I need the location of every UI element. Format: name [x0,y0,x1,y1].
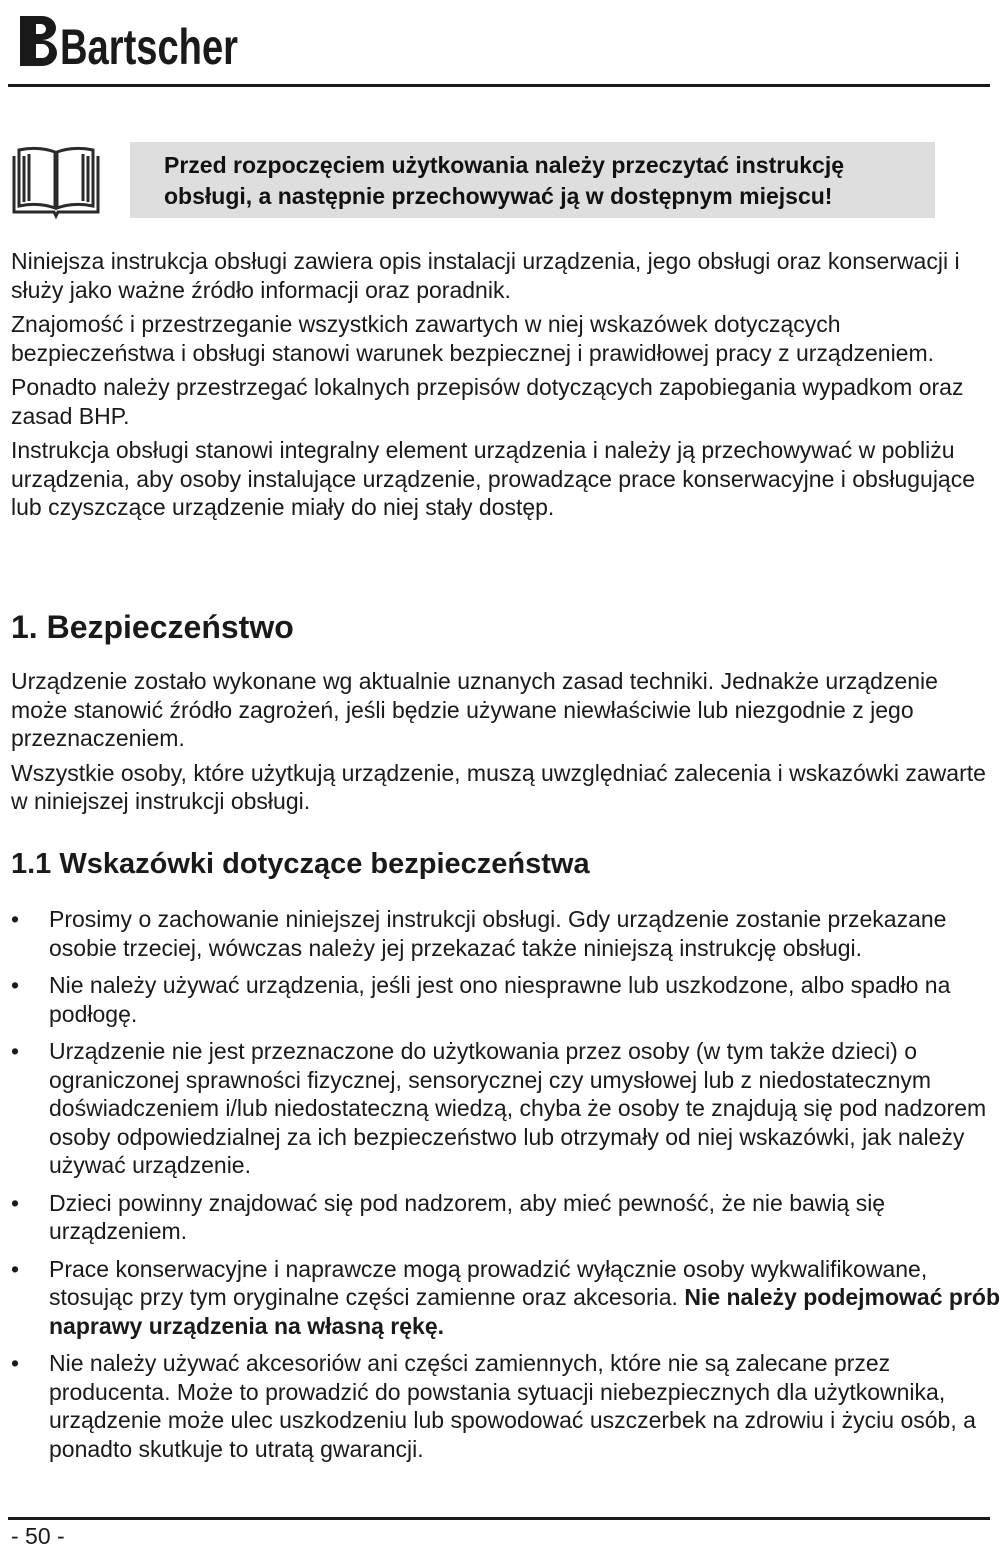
safety-bullet-list [11,905,1000,1472]
notice-line-1: Przed rozpoczęciem użytkowania należy przeczytać instrukcję [164,152,845,178]
bullet-marker: • [11,1350,20,1376]
list-item [11,971,1000,1028]
page-number: - 50 - [11,1523,65,1549]
list-item [11,1189,1000,1246]
section-1-paragraph: Wszystkie osoby, które użytkują urządzenie, muszą uwzględniać zalecenia i wskazówki zawarte w niniejszej instrukcji obsługi. [11,759,986,814]
intro-paragraph: Ponadto należy przestrzegać lokalnych przepisów dotyczących zapobiegania wypadkom oraz zasad BHP. [11,374,964,429]
list-item [11,905,1000,962]
notice-box [130,142,935,218]
notice-line-2: obsługi, a następnie przechowywać ją w dostępnym miejscu! [164,183,833,209]
list-item-text: Prosimy o zachowanie niniejszej instrukcji obsługi. Gdy urządzenie zostanie przekazane osobie trzeciej, wówczas należy jej przekazać także niniejszą instrukcję obsługi. [49,906,947,961]
section-1-body [11,667,996,822]
bullet-marker: • [11,1189,20,1216]
footer-rule [8,1517,990,1520]
intro-paragraph: Niniejsza instrukcja obsługi zawiera opis instalacji urządzenia, jego obsługi oraz konserwacji i służy jako ważne źródło informacji oraz poradnik. [11,248,960,303]
intro-section [11,247,996,528]
section-1-title: 1. Bezpieczeństwo [11,609,294,645]
bullet-marker: • [11,972,20,998]
bullet-marker: • [11,1255,20,1282]
intro-paragraph: Instrukcja obsługi stanowi integralny element urządzenia i należy ją przechowywać w pobliżu urządzenia, aby osoby instalujące urządzenie, prowadzące prace konserwacyjne i obsługujące lub czyszczące urządzenie miały do niej stały dostęp. [11,437,976,520]
logo-wordmark: Bartscher [60,19,238,75]
list-item [11,1255,1000,1341]
list-item-text: Urządzenie nie jest przeznaczone do użytkowania przez osoby (w tym także dzieci) o ograniczonej sprawności fizycznej, sensorycznej czy umysłowej lub z niedostatecznym doświadczeniem i/lub niedostateczną wiedzą, chyba że osoby te znajdują się pod nadzorem osoby odpowiedzialnej za ich bezpieczeństwo lub otrzymały od niej wskazówki, jak należy używać urządzenie. [49,1038,987,1178]
bullet-marker: • [11,906,20,932]
list-item-text: Nie należy używać urządzenia, jeśli jest ono niesprawne lub uszkodzone, albo spadło na podłogę. [49,972,951,1027]
list-item [11,1037,1000,1180]
intro-paragraph: Znajomość i przestrzeganie wszystkich zawartych w niej wskazówek dotyczących bezpieczeństwa i obsługi stanowi warunek bezpiecznej i prawidłowej pracy z urządzeniem. [11,311,935,366]
section-1-paragraph: Urządzenie zostało wykonane wg aktualnie uznanych zasad techniki. Jednakże urządzenie może stanowić źródło zagrożeń, jeśli będzie używane niewłaściwie lub niezgodnie z jego przeznaczeniem. [11,668,938,751]
book-icon [10,142,102,218]
list-item-text: Dzieci powinny znajdować się pod nadzorem, aby mieć pewność, że nie bawią się urządzeniem. [49,1189,886,1244]
bartscher-logo [14,6,244,76]
section-1-1-title: 1.1 Wskazówki dotyczące bezpieczeństwa [11,848,590,880]
list-item-text: Nie należy używać akcesoriów ani części zamiennych, które nie są zalecane przez producenta. Może to prowadzić do powstania sytuacji niebezpiecznych dla użytkownika, urządzenie może ulec uszkodzeniu lub spowodować uszczerbek na zdrowiu i życiu osób, a ponadto skutkuje to utratą gwarancji. [49,1350,976,1462]
header-rule [8,84,990,87]
list-item-bold-text: Nie należy podejmować prób naprawy urządzenia na własną rękę. [49,1284,1001,1339]
list-item-text: Prace konserwacyjne i naprawcze mogą prowadzić wyłącznie osoby wykwalifikowane, stosując przy tym oryginalne części zamienne oraz akcesoria. [49,1255,928,1310]
bullet-marker: • [11,1038,20,1064]
list-item [11,1349,1000,1463]
